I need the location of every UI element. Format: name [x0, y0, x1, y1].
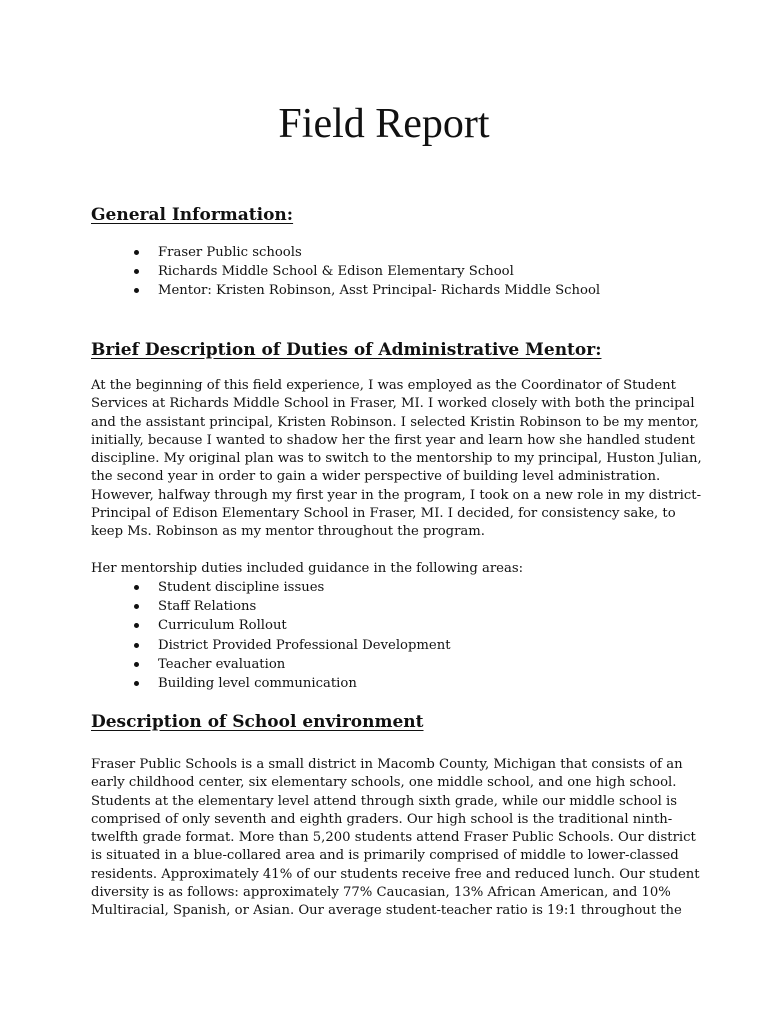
paragraph-line: is situated in a blue-collared area and is primarily comprised of middle to lower-classed	[91, 848, 679, 864]
paragraph-line: Services at Richards Middle School in Fraser, MI. I worked closely with both the principal	[91, 396, 695, 412]
paragraph-line: discipline. My original plan was to switch to the mentorship to my principal, Huston Julian,	[91, 451, 702, 467]
paragraph-line: Students at the elementary level attend through sixth grade, while our middle school is	[91, 793, 677, 809]
paragraph-line: and the assistant principal, Kristen Robinson. I selected Kristin Robinson to be my mentor,	[91, 414, 699, 430]
paragraph-line: comprised of only seventh and eighth graders. Our high school is the traditional ninth-	[91, 811, 673, 827]
list-item: Student discipline issues	[130, 578, 451, 597]
paragraph-line: At the beginning of this field experience, I was employed as the Coordinator of Student	[91, 378, 676, 393]
general-information-list	[130, 243, 600, 301]
duties-heading: Brief Description of Duties of Administrative Mentor:	[91, 340, 602, 360]
paragraph-line: the second year in order to gain a wider perspective of building level administration.	[91, 469, 661, 485]
page-title: Field Report	[278, 101, 490, 147]
list-item: Teacher evaluation	[130, 655, 451, 674]
list-item: District Provided Professional Development	[130, 636, 451, 655]
paragraph-line: initially, because I wanted to shadow her the first year and learn how she handled student	[91, 432, 695, 448]
list-item: Fraser Public schools	[130, 243, 600, 262]
list-item: Mentor: Kristen Robinson, Asst Principal- Richards Middle School	[130, 281, 600, 300]
general-information-heading: General Information:	[91, 205, 294, 225]
paragraph-line: Fraser Public Schools is a small district in Macomb County, Michigan that consists of an	[91, 757, 683, 772]
paragraph-line: Multiracial, Spanish, or Asian. Our average student-teacher ratio is 19:1 throughout the	[91, 903, 682, 919]
mentorship-intro: Her mentorship duties included guidance in the following areas:	[91, 561, 524, 576]
paragraph-line: residents. Approximately 41% of our students receive free and reduced lunch. Our student	[91, 866, 700, 882]
school-environment-heading: Description of School environment	[91, 712, 424, 732]
paragraph-line: early childhood center, six elementary schools, one middle school, and one high school.	[91, 775, 677, 791]
duties-paragraph	[91, 377, 702, 542]
paragraph-line: keep Ms. Robinson as my mentor throughout the program.	[91, 524, 485, 540]
paragraph-line: diversity is as follows: approximately 77% Caucasian, 13% African American, and 10%	[91, 885, 671, 901]
list-item: Richards Middle School & Edison Elementary School	[130, 262, 600, 281]
list-item: Curriculum Rollout	[130, 616, 451, 635]
list-item: Staff Relations	[130, 597, 451, 616]
paragraph-line: Principal of Edison Elementary School in Fraser, MI. I decided, for consistency sake, to	[91, 506, 676, 522]
list-item: Building level communication	[130, 674, 451, 693]
mentorship-duties-list	[130, 578, 451, 693]
paragraph-line: However, halfway through my first year in the program, I took on a new role in my district-	[91, 487, 702, 503]
school-environment-paragraph	[91, 756, 700, 921]
paragraph-line: twelfth grade format. More than 5,200 students attend Fraser Public Schools. Our district	[91, 830, 696, 846]
